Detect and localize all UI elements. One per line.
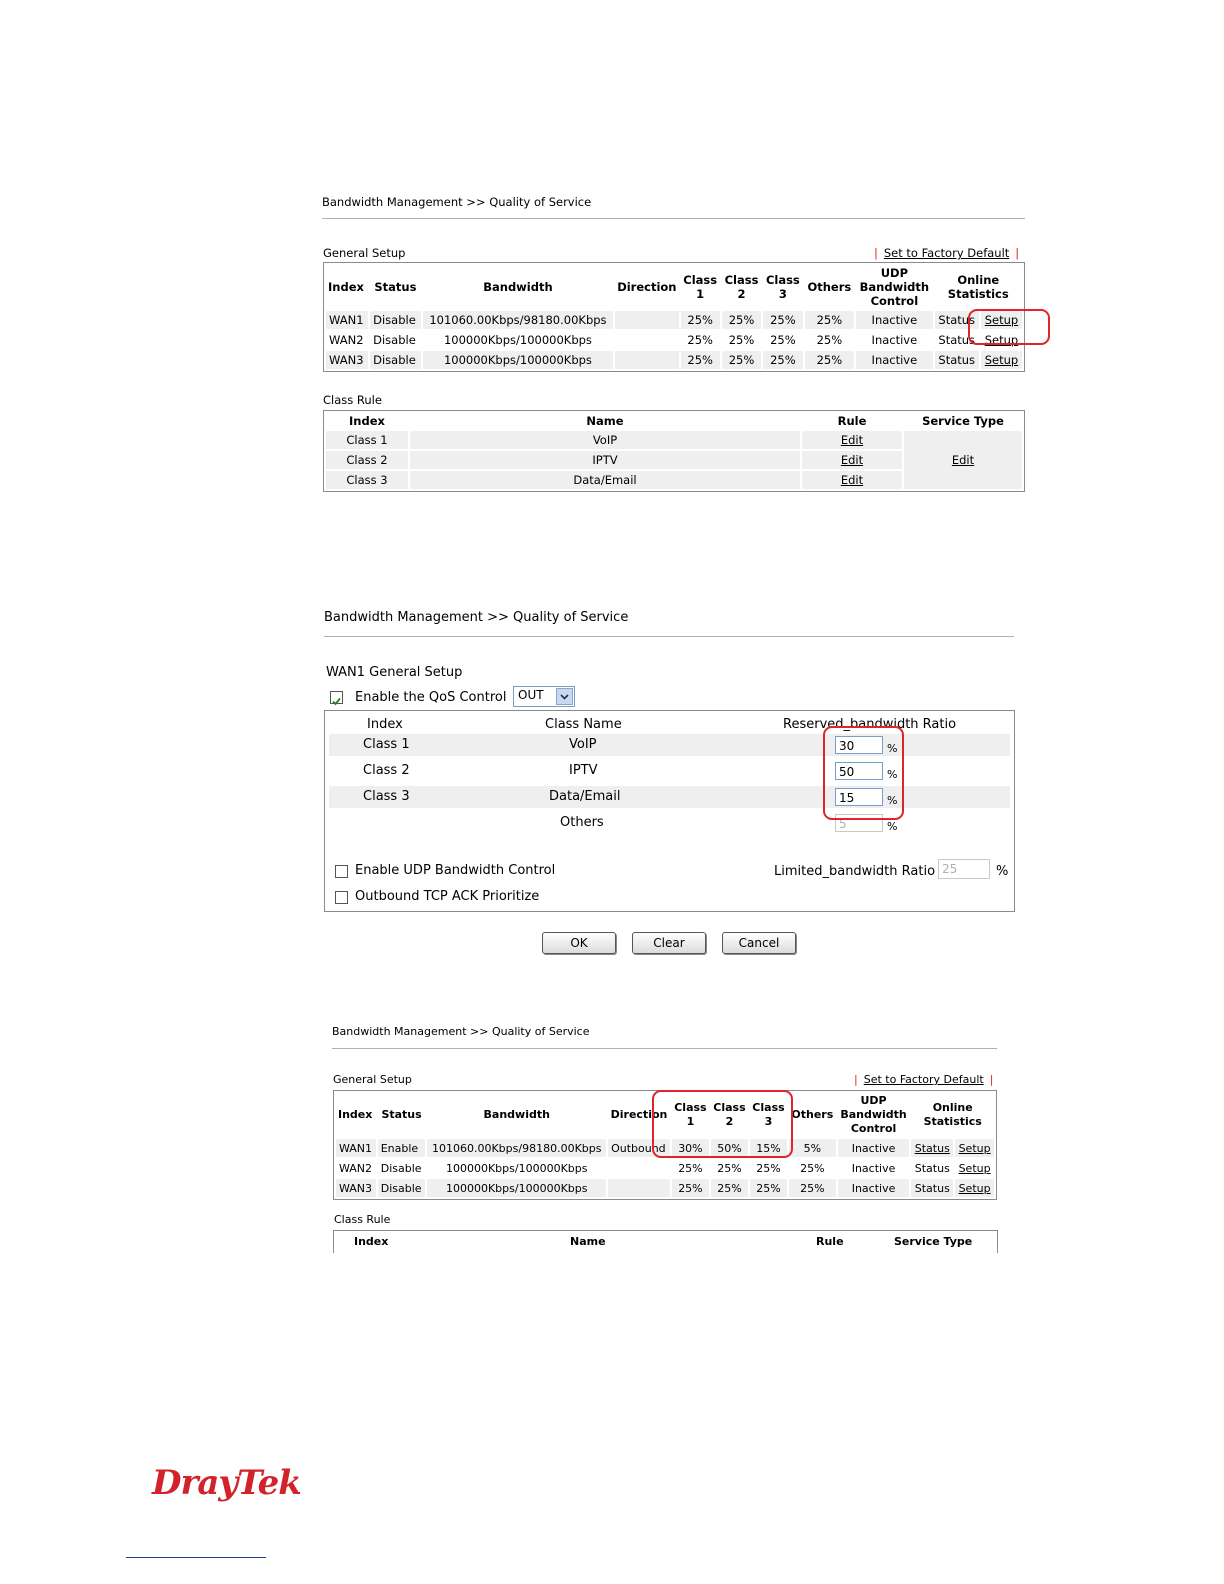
table-row: WAN1 Disable 101060.00Kbps/98180.00Kbps 25% 25% 25% 25% Inactive Status Setup	[326, 311, 1022, 329]
th-others: Others	[807, 280, 852, 294]
table-row: Class 3 Data/Email Edit	[326, 471, 1022, 489]
table-row: Class 1 VoIP	[329, 734, 1010, 756]
clear-button[interactable]: Clear	[632, 932, 706, 954]
wan1-setup-title: WAN1 General Setup	[326, 665, 463, 680]
outbound-tcp-checkbox[interactable]	[335, 891, 348, 904]
th-ratio-2: Reserved_bandwidth Ratio	[783, 717, 957, 732]
setup-link[interactable]: Setup	[958, 1161, 991, 1175]
th-rule-service: Service Type	[922, 414, 1004, 428]
breadcrumb-2: Bandwidth Management >> Quality of Service	[324, 610, 629, 625]
divider-3	[332, 1048, 997, 1049]
setup-link[interactable]: Setup	[984, 313, 1019, 327]
table-row: WAN2 Disable 100000Kbps/100000Kbps 25% 25% 25% 25% Inactive Status Setup	[339, 1161, 991, 1175]
th-status: Status	[374, 280, 417, 294]
draytek-logo: DrayTek	[152, 1463, 301, 1503]
class-rule-table-1	[323, 410, 1025, 492]
factory-default-3: | Set to Factory Default |	[854, 1073, 994, 1086]
highlight-ratio-inputs	[823, 726, 904, 820]
outbound-tcp-label: Outbound TCP ACK Prioritize	[355, 889, 540, 904]
th-class3: Class 3	[765, 273, 800, 301]
th-class2: Class 2	[724, 273, 759, 301]
wan-table-1	[323, 262, 1025, 372]
enable-udp-label: Enable UDP Bandwidth Control	[355, 863, 556, 878]
th-rule-index: Index	[349, 414, 385, 428]
breadcrumb-1: Bandwidth Management >> Quality of Service	[322, 195, 592, 209]
table-row: WAN1 Enable 101060.00Kbps/98180.00Kbps Outbound 30% 50% 15% 5% Inactive Status Setup	[336, 1139, 994, 1157]
highlight-class-columns	[652, 1090, 793, 1158]
th-class1: Class 1	[683, 273, 718, 301]
table-row: WAN3 Disable 100000Kbps/100000Kbps 25% 25% 25% 25% Inactive Status Setup	[326, 351, 1022, 369]
th-rule-rule: Rule	[837, 414, 867, 428]
rule-edit-link[interactable]: Edit	[840, 473, 864, 487]
cancel-button[interactable]: Cancel	[722, 932, 796, 954]
service-type-edit-link[interactable]: Edit	[951, 453, 975, 467]
class-ratio-panel: Index Class Name Reserved_bandwidth Ratio Class 1 VoIP Class 2 IPTV Class 3 Data/Email Others 30 % 50 % 15 % 5 % Enable UDP Bandwidth Control Limited_bandwidth Ratio 25 % Outbound TCP ACK Prioritize	[324, 710, 1015, 912]
class-rule-title-1: Class Rule	[323, 393, 382, 407]
th-index-2: Index	[367, 717, 403, 732]
table-row: Class 2 IPTV	[363, 763, 598, 778]
class1-ratio-input[interactable]: 30	[835, 736, 883, 754]
setup-link[interactable]: Setup	[984, 353, 1019, 367]
th-direction: Direction	[617, 280, 677, 294]
highlight-setup	[968, 309, 1050, 345]
divider-1	[322, 218, 1025, 219]
ok-button[interactable]: OK	[542, 932, 616, 954]
setup-link[interactable]: Setup	[984, 333, 1019, 347]
wan-table-3: Index Status Bandwidth Direction Class 1 Class 2 Class 3 Others UDP Bandwidth Control Online Statistics WAN1 Enable 101060.00Kbps/98180.00Kbps Outbound 30% 50% 15% 5% Inactive Status Setup WAN2 Disable 100000Kbps/100000Kbps 25% 25% 25% 25% Inactive Status Setup WAN3 Disable 100000Kbps/100000Kbps 25% 25% 25% 25% Inactive Status Setup	[333, 1090, 997, 1200]
limited-ratio-label: Limited_bandwidth Ratio	[774, 864, 936, 879]
divider-2	[324, 636, 1014, 637]
class-rule-title-3: Class Rule	[334, 1213, 391, 1226]
factory-default-1: | Set to Factory Default |	[874, 246, 1020, 260]
others-label: Others	[560, 815, 604, 830]
table-row: WAN3 Disable 100000Kbps/100000Kbps 25% 25% 25% 25% Inactive Status Setup	[336, 1179, 994, 1197]
footer-line	[126, 1557, 266, 1558]
table-row: Class 3 Data/Email	[329, 786, 1010, 808]
enable-udp-checkbox[interactable]	[335, 865, 348, 878]
class3-ratio-input[interactable]: 15	[835, 788, 883, 806]
setup-link[interactable]: Setup	[958, 1181, 991, 1195]
class-rule-header-3: Index Name Rule Service Type	[333, 1230, 998, 1253]
general-setup-title-3: General Setup	[333, 1073, 412, 1086]
class2-ratio-input[interactable]: 50	[835, 762, 883, 780]
check-icon	[331, 696, 342, 707]
limited-ratio-input: 25	[938, 859, 990, 879]
th-class-name-2: Class Name	[545, 717, 622, 732]
table-row: Class 2 IPTV Edit	[326, 451, 1022, 469]
status-link[interactable]: Status	[914, 1141, 950, 1155]
th-bandwidth: Bandwidth	[483, 280, 553, 294]
enable-qos-label: Enable the QoS Control	[355, 690, 507, 705]
breadcrumb-3: Bandwidth Management >> Quality of Service	[332, 1025, 590, 1038]
setup-link[interactable]: Setup	[958, 1141, 991, 1155]
factory-default-link-1[interactable]: Set to Factory Default	[883, 246, 1010, 260]
rule-edit-link[interactable]: Edit	[840, 453, 864, 467]
th-online: Online Statistics	[947, 273, 1009, 301]
th-rule-name: Name	[586, 414, 624, 428]
general-setup-title-1: General Setup	[323, 246, 406, 260]
enable-qos-checkbox[interactable]	[330, 691, 343, 704]
chevron-down-icon	[556, 688, 573, 705]
rule-edit-link[interactable]: Edit	[840, 433, 864, 447]
direction-select[interactable]: OUT	[513, 686, 575, 707]
th-index: Index	[328, 280, 364, 294]
factory-default-link-3[interactable]: Set to Factory Default	[863, 1073, 984, 1086]
th-udp: UDP Bandwidth Control	[859, 266, 930, 308]
table-row: WAN2 Disable 100000Kbps/100000Kbps 25% 25% 25% 25% Inactive Status Setup	[329, 333, 1019, 347]
table-row: Class 1 VoIP Edit Edit	[326, 431, 1022, 449]
others-ratio-input: 5	[835, 814, 883, 832]
